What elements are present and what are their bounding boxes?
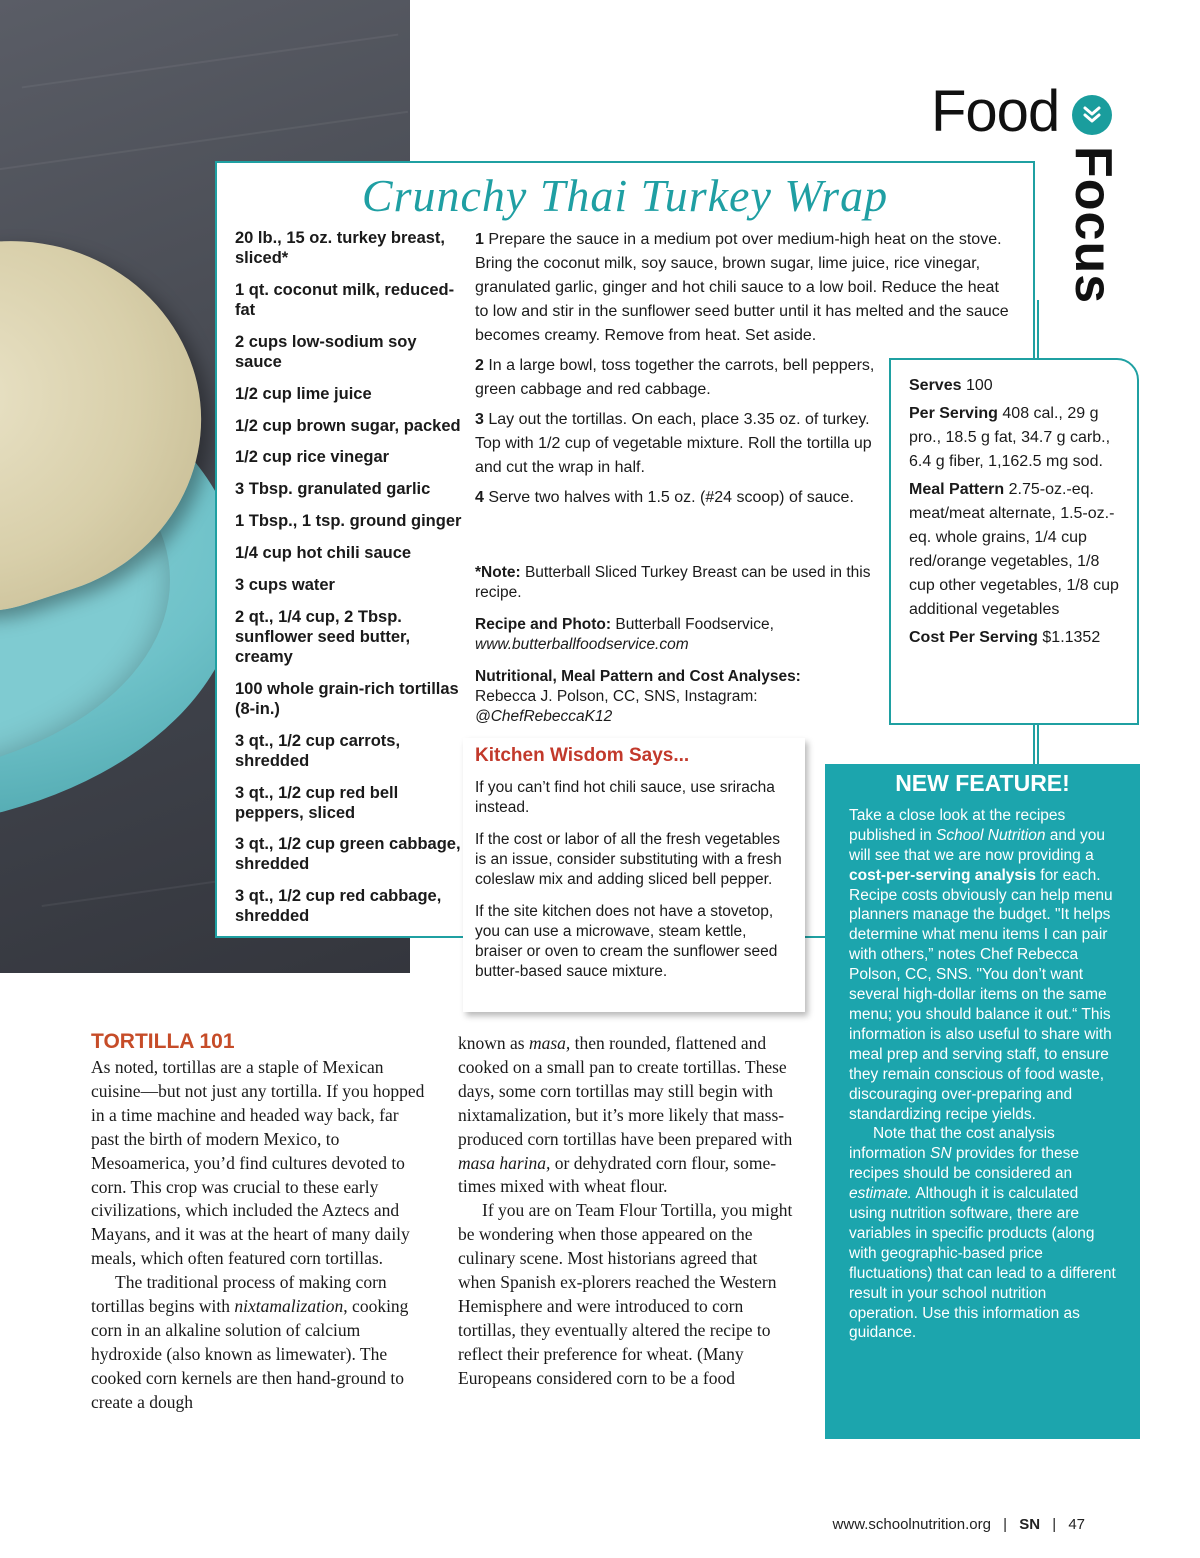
ingredient-item: 3 qt., 1/2 cup red bell peppers, sliced (235, 783, 399, 822)
per-serving-row: Per Serving 408 cal., 29 g pro., 18.5 g fat, 34.7 g carb., 6.4 g fiber, 1,162.5 mg sod. (909, 405, 1111, 470)
credit-link[interactable]: www.butterballfoodservice.com (475, 636, 689, 653)
footer-separator: | (1003, 1516, 1008, 1533)
step-text: Lay out the tortillas. On each, place 3.35 oz. of turkey. Top with 1/2 cup of vegetable mixture. Roll the tortilla up and cut the wrap in half. (475, 411, 872, 476)
article-paragraph: As noted, tortillas are a staple of Mexican cuisine—but not just any tortilla. If you hopped in a time machine and headed way back, far past the birth of modern Mexico, to Mesoamerica, you’d find cultures devoted to corn. This crop was crucial to these early civilizations, which included the Aztecs and Mayans, and it was at the heart of many daily meals, which often featured corn tortillas. (91, 1057, 425, 1269)
step-number: 1 (475, 231, 484, 248)
step-number: 2 (475, 357, 484, 374)
step-number: 4 (475, 489, 484, 506)
direction-step (475, 354, 880, 402)
chevron-down-icon (1072, 95, 1112, 135)
magazine-name: SN (1019, 1516, 1041, 1533)
step-number: 3 (475, 411, 484, 428)
wisdom-tip: If you can’t find hot chili sauce, use sriracha instead. (475, 779, 775, 816)
ingredient-item: 2 cups low-sodium soy sauce (235, 332, 417, 371)
ingredient-item: 3 qt., 1/2 cup red cabbage, shredded (235, 887, 442, 926)
direction-step (475, 228, 1015, 348)
ingredient-item: 3 cups water (235, 576, 335, 595)
feature-paragraph: Take a close look at the recipes published in School Nutrition and you will see that we are now providing a cost-per-serving analysis for each. Recipe costs obviously can help menu planners manage the budget. "It helps determine what menu items I can pair with others,” notes Chef Rebecca Polson, CC, SNS. "You don’t want several high-dollar items on the same menu; you should balance it out.“ This information is also useful to share with meal prep and serving staff, to ensure they remain conscious of food waste, discouraging over-preparing and standardizing recipe yields. (849, 806, 1113, 1123)
new-feature-box (825, 764, 1140, 1439)
footer-url[interactable]: www.schoolnutrition.org (832, 1516, 991, 1533)
connector-line (1037, 300, 1039, 360)
section-title-focus: Focus (1064, 146, 1122, 305)
article-paragraph: If you are on Team Flour Tortilla, you might be wondering when those appeared on the culinary scene. Most historians agreed that when Spanish ex-plorers reached the Western Hemisphere and were introduced to corn tortillas, they eventually altered the recipe to reflect their preference for wheat. (Many Europeans considered corn to be a food (458, 1200, 793, 1388)
ingredient-item: 3 qt., 1/2 cup carrots, shredded (235, 731, 401, 770)
serves-row: Serves 100 (909, 377, 993, 394)
new-feature-title: NEW FEATURE! (895, 770, 1070, 796)
analysis-credit: Nutritional, Meal Pattern and Cost Analyses: Rebecca J. Polson, CC, SNS, Instagram: @ChefRebeccaK12 (475, 668, 801, 725)
kitchen-wisdom-title: Kitchen Wisdom Says... (475, 745, 690, 766)
connector-line (1037, 724, 1039, 764)
article-column-1 (91, 1056, 431, 1415)
direction-step (475, 408, 880, 480)
article-heading: TORTILLA 101 (91, 1030, 235, 1053)
recipe-title: Crunchy Thai Turkey Wrap (361, 170, 889, 221)
article-paragraph: The traditional process of making corn tortillas begins with nixtamalization, cooking corn in an alkaline solution of calcium hydroxide (also known as limewater). The cooked corn kernels are then hand-ground to create a dough (91, 1272, 409, 1412)
page-number: 47 (1068, 1516, 1085, 1533)
ingredient-item: 100 whole grain-rich tortillas (8-in.) (235, 679, 459, 718)
ingredient-list (235, 228, 465, 938)
ingredient-item: 1 qt. coconut milk, reduced-fat (235, 280, 455, 319)
ingredient-item: 1/4 cup hot chili sauce (235, 544, 412, 563)
recipe-credits (475, 563, 875, 739)
recipe-note: *Note: Butterball Sliced Turkey Breast can be used in this recipe. (475, 564, 871, 601)
ingredient-item: 1 Tbsp., 1 tsp. ground ginger (235, 512, 462, 531)
article-paragraph: known as masa, then rounded, flattened and cooked on a small pan to create tortillas. These days, some corn tortillas may still begin with nixtamalization, but it’s more likely that mass-produced corn tortillas have been prepared with masa harina, or dehydrated corn flour, some-times mixed with wheat flour. (458, 1033, 793, 1197)
ingredient-item: 3 Tbsp. granulated garlic (235, 480, 431, 499)
ingredient-item: 3 qt., 1/2 cup green cabbage, shredded (235, 835, 461, 874)
wisdom-tip: If the site kitchen does not have a stovetop, you can use a microwave, steam kettle, braiser or oven to cream the sunflower seed butter-based sauce mixture. (475, 903, 778, 980)
photo-credit: Recipe and Photo: Butterball Foodservice, www.butterballfoodservice.com (475, 616, 774, 653)
ingredient-item: 1/2 cup lime juice (235, 384, 372, 403)
ingredient-item: 2 qt., 1/4 cup, 2 Tbsp. sunflower seed butter, creamy (235, 607, 411, 666)
ingredient-item: 1/2 cup brown sugar, packed (235, 416, 461, 435)
page-footer (700, 1516, 1085, 1533)
step-text: Prepare the sauce in a medium pot over medium-high heat on the stove. Bring the coconut milk, soy sauce, brown sugar, lime juice, rice vinegar, granulated garlic, ginger and hot chili sauce to a low boil. Reduce the heat to low and stir in the sunflower seed butter until it has melted and the sauce becomes creamy. Remove from heat. Set aside. (475, 231, 1009, 344)
cost-row: Cost Per Serving $1.1352 (909, 629, 1101, 646)
kitchen-wisdom-box (463, 738, 805, 1012)
nutrition-panel (889, 358, 1139, 725)
feature-paragraph: Note that the cost analysis information SN provides for these recipes should be considered an estimate. Although it is calculated using nutrition software, there are variables in specific products (along with geographic-based price fluctuations) that can lead to a different result in your school nutrition operation. Use this information as guidance. (849, 1125, 1116, 1342)
wisdom-tip: If the cost or labor of all the fresh vegetables is an issue, consider substituting with a fresh coleslaw mix and adding sliced bell pepper. (475, 831, 782, 888)
direction-step (475, 486, 880, 510)
ingredient-item: 1/2 cup rice vinegar (235, 448, 390, 467)
meal-pattern-row: Meal Pattern 2.75-oz.-eq. meat/meat alternate, 1.5-oz.-eq. whole grains, 1/4 cup red/orange vegetables, 1/8 cup other vegetables, 1/8 cup additional vegetables (909, 481, 1119, 618)
step-text: In a large bowl, toss together the carrots, bell peppers, green cabbage and red cabbage. (475, 357, 875, 398)
article-column-2 (458, 1032, 798, 1391)
step-text: Serve two halves with 1.5 oz. (#24 scoop) of sauce. (488, 489, 854, 506)
footer-separator: | (1052, 1516, 1057, 1533)
ingredient-item: 20 lb., 15 oz. turkey breast, sliced* (235, 229, 446, 267)
section-title-food: Food (931, 79, 1060, 144)
instagram-handle: @ChefRebeccaK12 (475, 708, 613, 725)
